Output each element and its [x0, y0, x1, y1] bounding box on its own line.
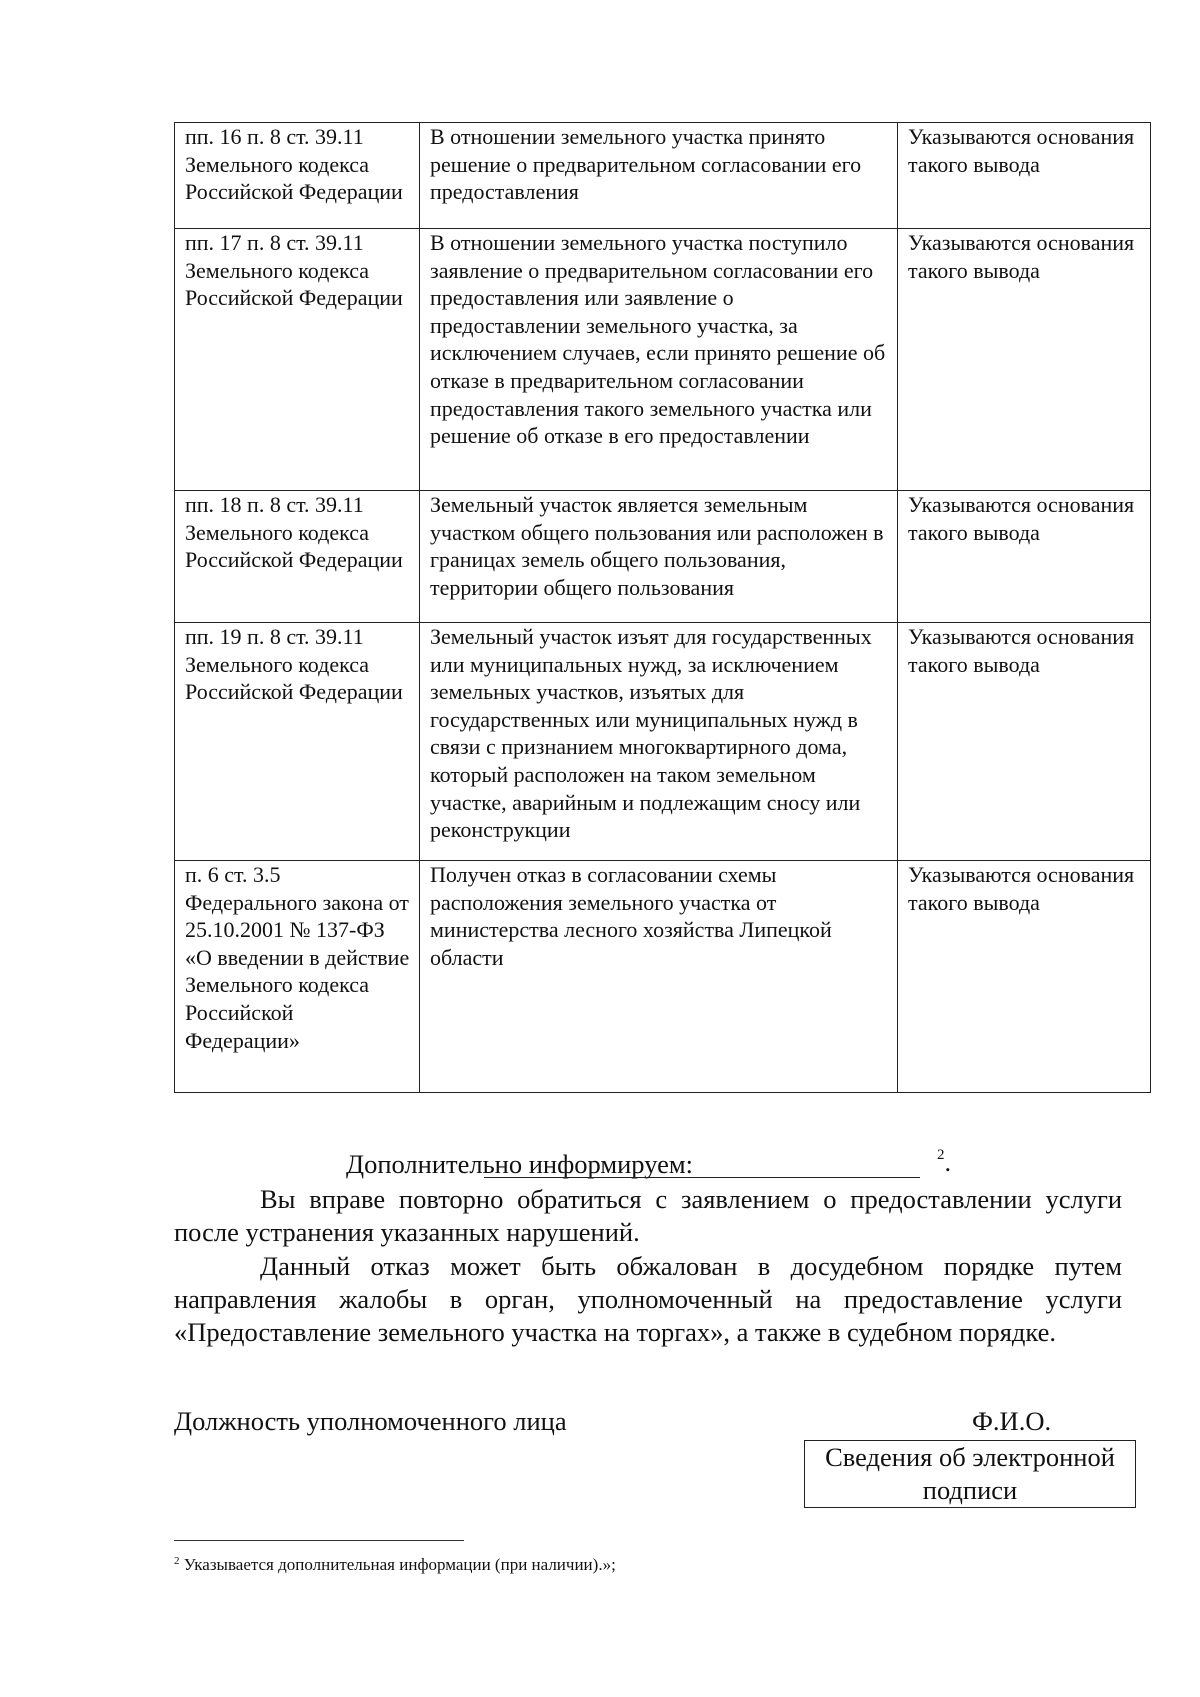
- footnote-ref: 2: [937, 1147, 945, 1163]
- appeal-paragraph: Данный отказ может быть обжалован в досудебном порядке путем направления жалобы в орган, уполномоченный на предоставление услуги «Предоставление земельного участка на торгах», а также в судебном порядке.: [174, 1251, 1122, 1347]
- official-name-label: Ф.И.О.: [972, 1406, 1052, 1436]
- blank-fill-line: [484, 1177, 920, 1178]
- table-row: [175, 229, 1151, 491]
- e-signature-box: Сведения об электронной подписи: [804, 1440, 1136, 1508]
- footnote-divider: [174, 1540, 464, 1541]
- refusal-reason-cell: Земельный участок является земельным участком общего пользования или расположен в границах земель общего пользования, территории общего пользования: [420, 491, 898, 623]
- footnote-marker: [937, 1147, 951, 1178]
- footnote-number: 2: [174, 1555, 180, 1567]
- table-row: [175, 491, 1151, 623]
- refusal-reason-cell: Получен отказ в согласовании схемы расположения земельного участка от министерства лесного хозяйства Липецкой области: [420, 861, 898, 1093]
- explanation-cell: Указываются основания такого вывода: [898, 229, 1151, 491]
- legal-basis-cell: пп. 18 п. 8 ст. 39.11 Земельного кодекса Российской Федерации: [175, 491, 420, 623]
- legal-basis-cell: пп. 19 п. 8 ст. 39.11 Земельного кодекса Российской Федерации: [175, 623, 420, 861]
- legal-basis-cell: пп. 16 п. 8 ст. 39.11 Земельного кодекса Российской Федерации: [175, 123, 420, 229]
- explanation-cell: Указываются основания такого вывода: [898, 861, 1151, 1093]
- refusal-reason-cell: Земельный участок изъят для государственных или муниципальных нужд, за исключением земельных участков, изъятых для государственных или муниципальных нужд в связи с признанием многоквартирного дома, который расположен на таком земельном участке, аварийным и подлежащим сносу или реконструкции: [420, 623, 898, 861]
- explanation-cell: Указываются основания такого вывода: [898, 491, 1151, 623]
- legal-basis-cell: п. 6 ст. 3.5 Федерального закона от 25.10.2001 № 137-ФЗ «О введении в действие Земельного кодекса Российской Федерации»: [175, 861, 420, 1093]
- table-row: [175, 861, 1151, 1093]
- retry-paragraph: Вы вправе повторно обратиться с заявлением о предоставлении услуги после устранения указанных нарушений.: [174, 1184, 1122, 1247]
- official-position-label: Должность уполномоченного лица: [174, 1406, 567, 1436]
- refusal-reason-cell: В отношении земельного участка поступило заявление о предварительном согласовании его предоставления или заявление о предоставлении земельного участка, за исключением случаев, если принято решение об отказе в предварительном согласовании предоставления такого земельного участка или решение об отказе в его предоставлении: [420, 229, 898, 491]
- footnote: [174, 1555, 616, 1575]
- additional-info-label: Дополнительно информируем:: [346, 1149, 693, 1179]
- sentence-period: .: [944, 1147, 952, 1177]
- explanation-cell: Указываются основания такого вывода: [898, 623, 1151, 861]
- footnote-text: Указывается дополнительная информации (при наличии).»;: [183, 1555, 616, 1574]
- refusal-reason-cell: В отношении земельного участка принято решение о предварительном согласовании его предоставления: [420, 123, 898, 229]
- explanation-cell: Указываются основания такого вывода: [898, 123, 1151, 229]
- table-row: [175, 623, 1151, 861]
- legal-basis-cell: пп. 17 п. 8 ст. 39.11 Земельного кодекса Российской Федерации: [175, 229, 420, 491]
- table-row: [175, 123, 1151, 229]
- refusal-grounds-table: [174, 122, 1151, 1093]
